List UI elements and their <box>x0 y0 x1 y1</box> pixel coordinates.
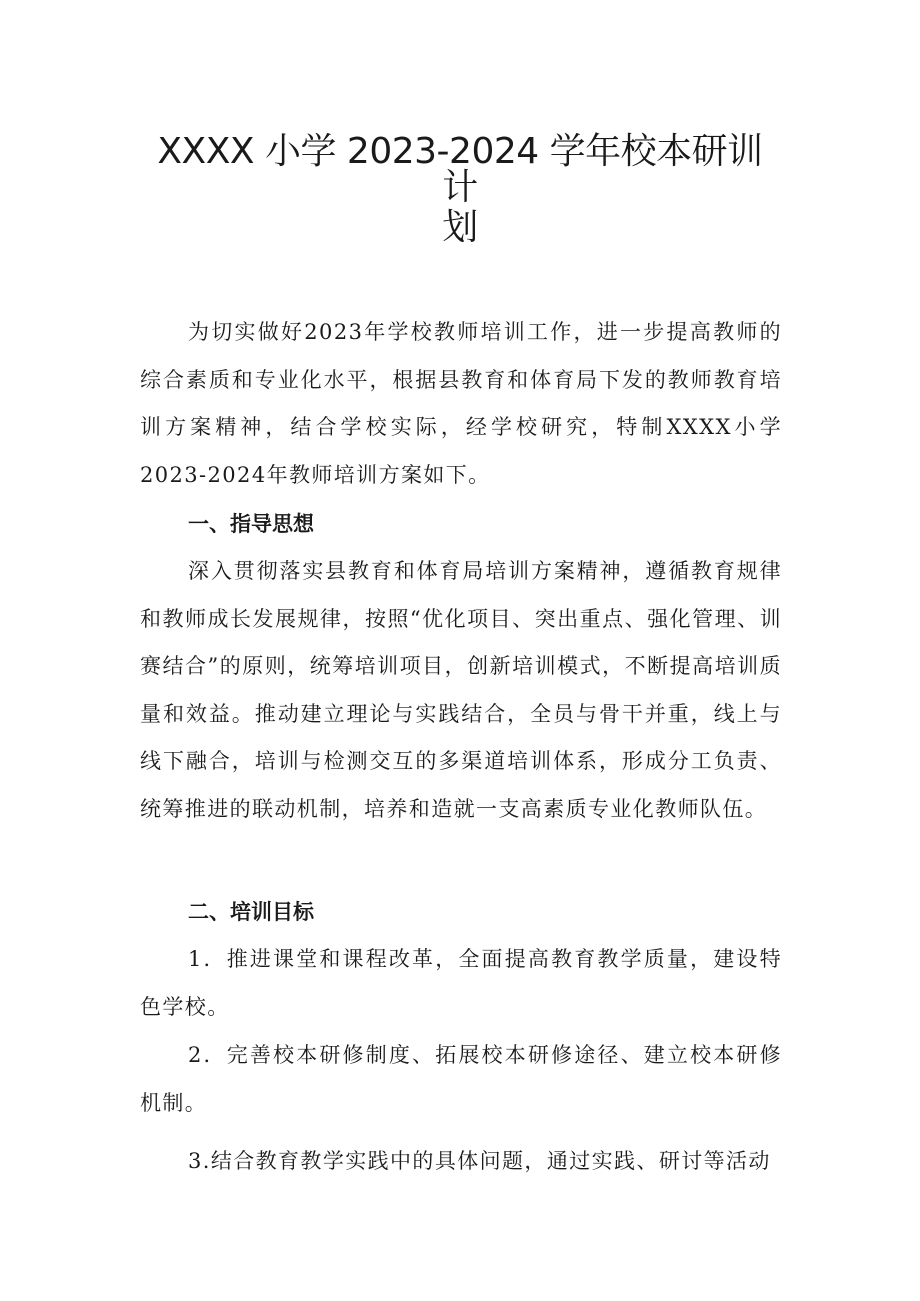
goal-item-2: 2．完善校本研修制度、拓展校本研修途径、建立校本研修机制。 <box>140 1043 782 1115</box>
goal-item-1: 1．推进课堂和课程改革，全面提高教育教学质量，建设特色学校。 <box>140 947 782 1019</box>
section-heading-training-goals: 二、培训目标 <box>188 900 314 924</box>
goal-item-3: 3.结合教育教学实践中的具体问题，通过实践、研讨等活动 <box>188 1149 771 1173</box>
section-heading-guiding-ideology: 一、指导思想 <box>188 512 314 536</box>
document-title-line-1: XXXX 小学 2023-2024 学年校本研训计 <box>157 131 763 208</box>
document-title-line-2: 划 <box>442 207 478 248</box>
intro-paragraph: 为切实做好2023年学校教师培训工作，进一步提高教师的综合素质和专业化水平，根据县教育和体育局下发的教师教育培训方案精神，结合学校实际，经学校研究，特制XXXX小学2023-2024年教师培训方案如下。 <box>140 320 782 487</box>
guiding-ideology-paragraph: 深入贯彻落实县教育和体育局培训方案精神，遵循教育规律和教师成长发展规律，按照“优化项目、突出重点、强化管理、训赛结合”的原则，统筹培训项目，创新培训模式，不断提高培训质量和效益。推动建立理论与实践结合，全员与骨干并重，线上与线下融合，培训与检测交互的多渠道培训体系，形成分工负责、统筹推进的联动机制，培养和造就一支高素质专业化教师队伍。 <box>140 559 782 821</box>
